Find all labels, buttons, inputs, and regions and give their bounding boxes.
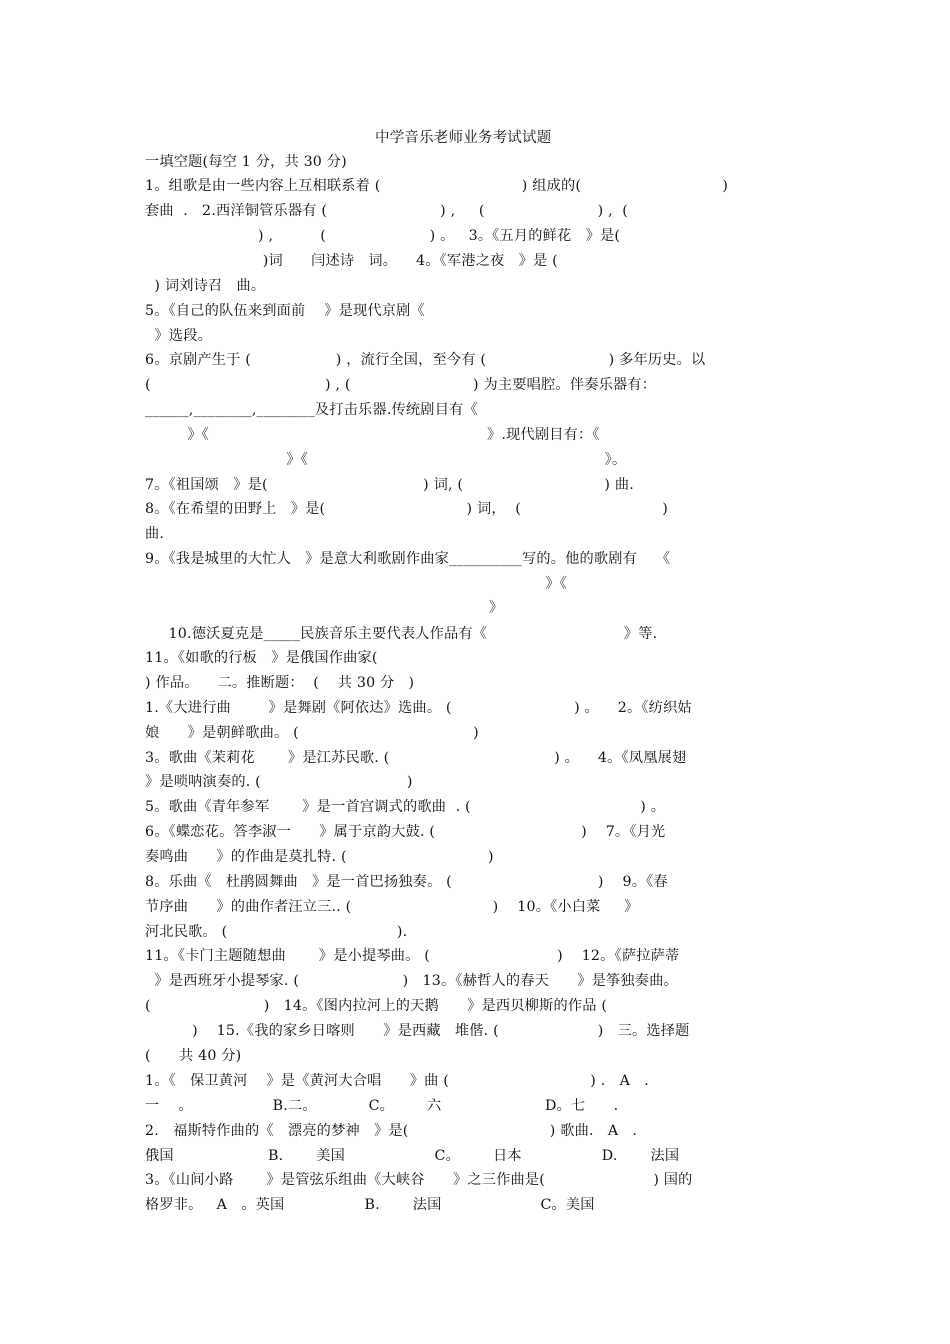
text-line: 格罗非。 A 。英国 B. 法国 C。美国	[145, 1197, 595, 1213]
text-line: ( ) , ( ) 为主要唱腔。伴奏乐器有：	[145, 377, 657, 393]
text-line: 一填空题(每空 1 分，共 30 分)	[145, 154, 347, 170]
text-line: 一 。 B.二。 C。 六 D。七 .	[145, 1098, 619, 1114]
text-line: 》《 》。	[145, 452, 627, 468]
text-line: 7。《祖国颂 》是( ) 词, ( ) 曲.	[145, 477, 634, 493]
page-title: 中学音乐老师业务考试试题	[375, 130, 552, 146]
text-line: 》《 》.现代剧目有：《	[145, 427, 600, 443]
text-line: ______,________,________及打击乐器.传统剧目有《	[145, 402, 478, 418]
text-line: 节序曲 》的曲作者汪立三.. ( ) 10。《小白菜 》	[145, 899, 639, 915]
text-line: 9。《我是城里的大忙人 》是意大利歌剧作曲家__________写的。他的歌剧有 《	[145, 551, 671, 567]
text-line: 2. 福斯特作曲的《 漂亮的梦神 》是( ) 歌曲. A .	[145, 1123, 638, 1139]
text-line: 10.德沃夏克是_____民族音乐主要代表人作品有《 》等.	[145, 626, 658, 642]
text-line: 1。《 保卫黄河 》是《黄河大合唱 》曲 ( ) . A .	[145, 1073, 649, 1089]
text-line: 娘 》是朝鲜歌曲。 ( )	[145, 725, 479, 741]
text-line: 5。《自己的队伍来到面前 》是现代京剧《	[145, 303, 425, 319]
text-line: 11。《卡门主题随想曲 》是小提琴曲。 ( ) 12。《萨拉萨蒂	[145, 948, 680, 964]
text-line: 3。歌曲《茉莉花 》是江苏民歌. ( ) 。 4。《凤凰展翅	[145, 750, 687, 766]
text-line: 俄国 B. 美国 C。 日本 D. 法国	[145, 1148, 680, 1164]
text-line: 河北民歌。 ( ).	[145, 924, 408, 940]
text-line: 》选段。	[145, 328, 212, 344]
text-line: ) 15.《我的家乡日喀则 》是西藏 堆偕. ( ) 三。选择题	[145, 1023, 690, 1039]
text-line: 》是西班牙小提琴家. ( ) 13。《赫哲人的春天 》是筝独奏曲。	[145, 973, 678, 989]
text-line: 套曲 . 2.西洋铜管乐器有 ( ) , ( ) , (	[145, 203, 628, 219]
text-line: 8。《在希望的田野上 》是( ) 词， ( )	[145, 501, 668, 517]
text-line: 6。《蝶恋花。答李淑一 》属于京韵大鼓. ( ) 7。《月光	[145, 824, 666, 840]
text-line: 6。京剧产生于 ( ) ，流行全国，至今有 ( ) 多年历史。以	[145, 352, 706, 368]
text-line: ( ) 14。《图内拉河上的天鹅 》是西贝柳斯的作品 (	[145, 998, 608, 1014]
text-line: 11。《如歌的行板 》是俄国作曲家(	[145, 650, 378, 666]
text-line: 1.《大进行曲 》是舞剧《阿依达》选曲。 ( ) 。 2。《纺织姑	[145, 700, 692, 716]
text-line: ) 作品。 二。推断题： ( 共 30 分 )	[145, 675, 415, 691]
text-line: 》《	[145, 576, 568, 592]
text-line: 5。歌曲《青年参军 》是一首宫调式的歌曲 . ( ) 。	[145, 799, 666, 815]
text-line: )词 闫述诗 词。 4。《军港之夜 》是 (	[145, 253, 558, 269]
text-line: 奏鸣曲 》的作曲是莫扎特. ( )	[145, 849, 494, 865]
text-line: 1。组歌是由一些内容上互相联系着 ( ) 组成的( )	[145, 178, 729, 194]
text-line: 8。乐曲《 杜鹃圆舞曲 》是一首巴扬独奏。 ( ) 9。《春	[145, 874, 668, 890]
text-line: 曲.	[145, 526, 165, 542]
text-line: ( 共 40 分)	[145, 1048, 242, 1064]
text-line: 》是唢呐演奏的. ( )	[145, 774, 413, 790]
text-line: 》	[145, 600, 504, 616]
text-line: ) , ( ) 。 3。《五月的鲜花 》是(	[145, 228, 621, 244]
text-line: ) 词刘诗召 曲。	[145, 278, 266, 294]
text-line: 3。《山间小路 》是管弦乐组曲《大峡谷 》之三作曲是( ) 国的	[145, 1172, 693, 1188]
